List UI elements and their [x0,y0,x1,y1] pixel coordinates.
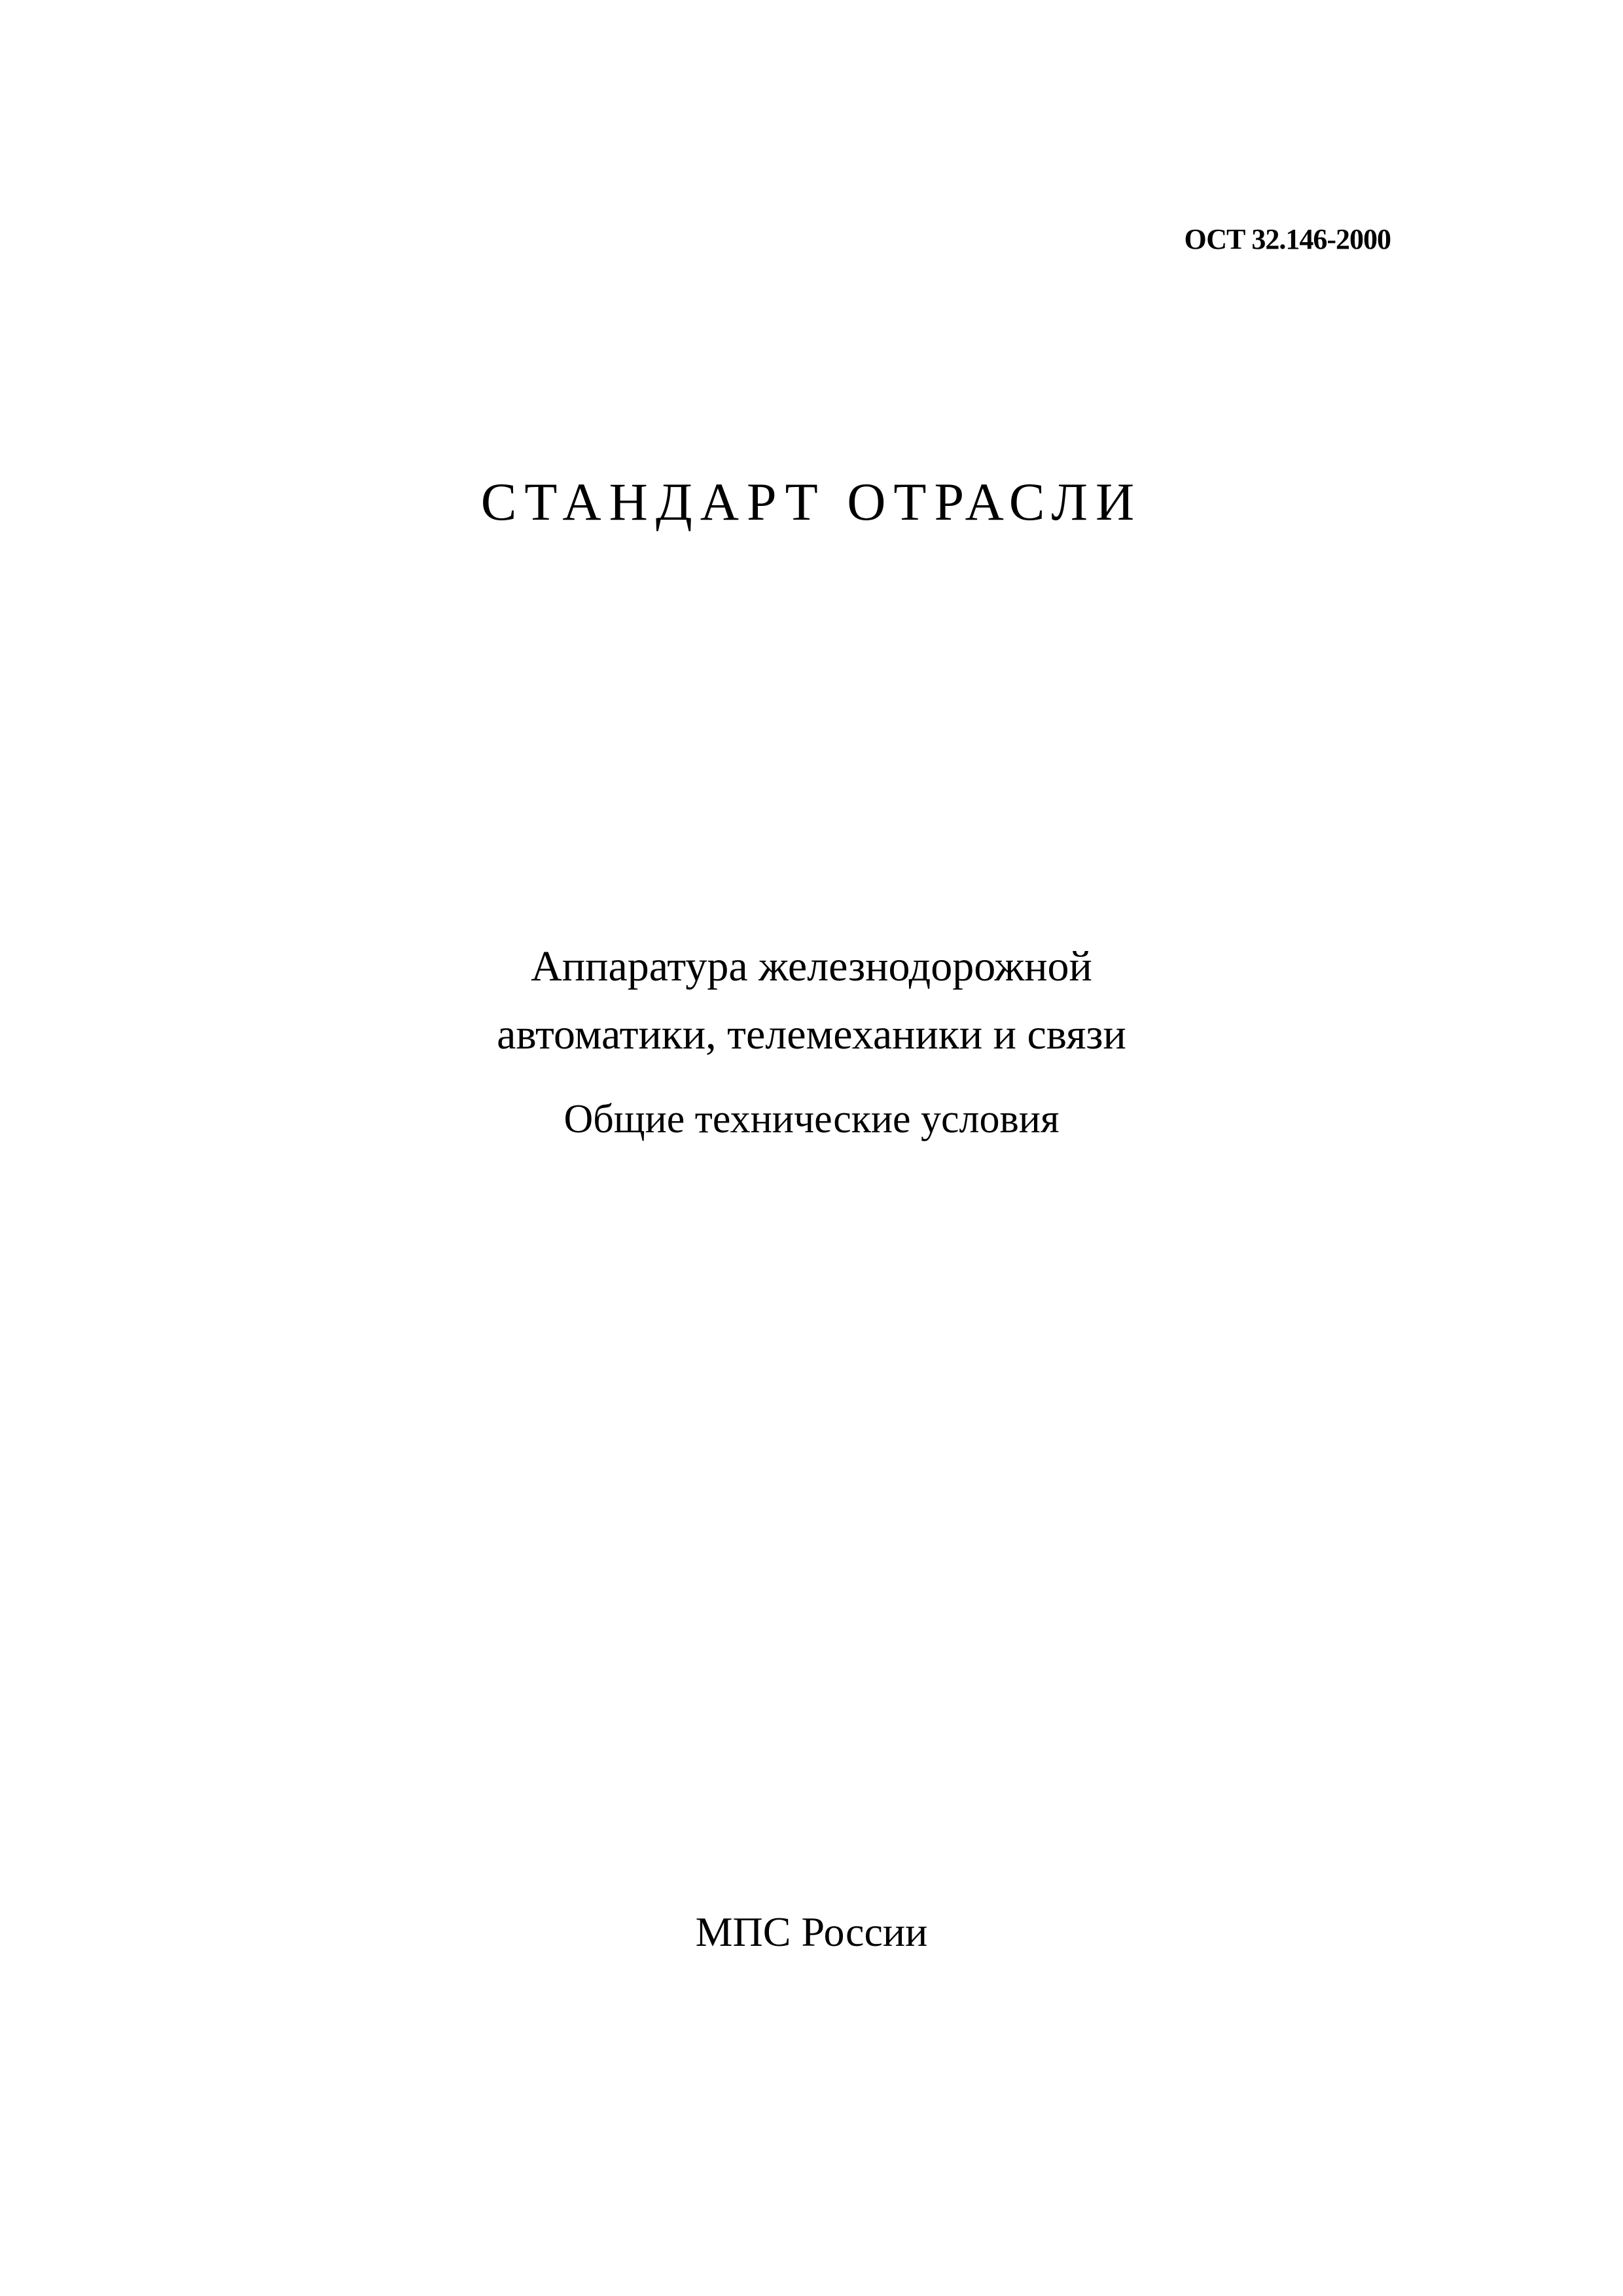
document-subject [0,933,1623,1069]
subject-line: автоматики, телемеханики и связи [497,1011,1126,1058]
subject-line: Аппаратура железнодорожной [531,942,1092,990]
document-subtitle: Общие технические условия [563,1097,1060,1141]
document-code: ОСТ 32.146-2000 [1184,223,1391,255]
standard-title: СТАНДАРТ ОТРАСЛИ [480,472,1143,531]
publisher: МПС России [695,1909,928,1955]
